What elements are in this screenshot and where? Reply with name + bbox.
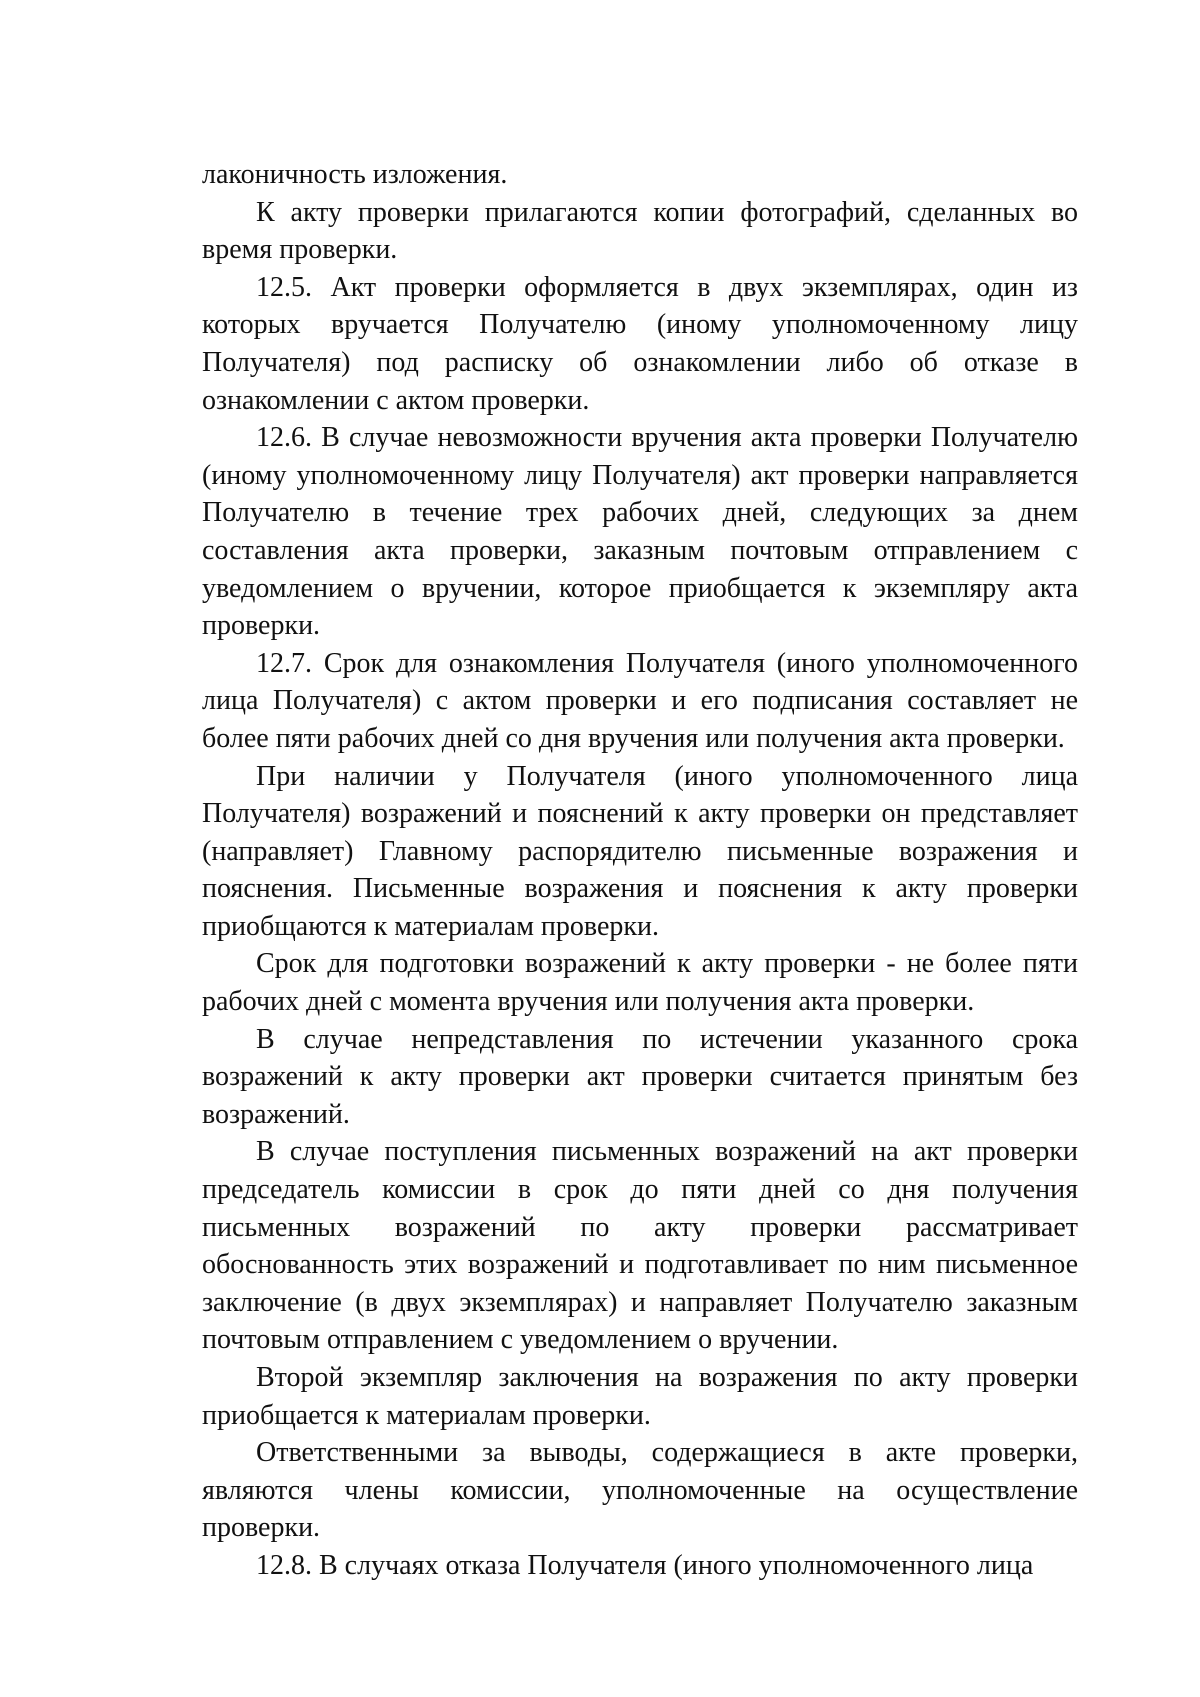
paragraph-responsibility: Ответственными за выводы, содержащиеся в акте проверки, являются члены комиссии, уполномоченные на осуществление проверки. <box>202 1437 1078 1544</box>
paragraph-no-objections: В случае непредставления по истечении указанного срока возражений к акту проверки акт проверки считается принятым без возражений. <box>202 1023 1078 1130</box>
paragraph-objections: При наличии у Получателя (иного уполномоченного лица Получателя) возражений и пояснений к акту проверки он представляет (направляет) Главному распорядителю письменные возражения и пояснения. Письменные возражения и пояснения к акту проверки приобщаются к материалам проверки. <box>202 760 1078 942</box>
document-page <box>202 156 1078 1585</box>
paragraph-12-8: 12.8. В случаях отказа Получателя (иного уполномоченного лица <box>256 1549 1034 1581</box>
paragraph-12-6: 12.6. В случае невозможности вручения акта проверки Получателю (иному уполномоченному лицу Получателя) акт проверки направляется Получателю в течение трех рабочих дней, следующих за днем составления акта проверки, заказным почтовым отправлением с уведомлением о вручении, которое приобщается к экземпляру акта проверки. <box>202 422 1078 642</box>
paragraph-second-copy: Второй экземпляр заключения на возражения по акту проверки приобщается к материалам проверки. <box>202 1362 1078 1431</box>
paragraph-12-5: 12.5. Акт проверки оформляется в двух экземплярах, один из которых вручается Получателю (иному уполномоченному лицу Получателя) под расписку об ознакомлении либо об отказе в ознакомлении с актом проверки. <box>202 271 1078 416</box>
paragraph-continuation: лаконичность изложения. <box>202 159 508 190</box>
paragraph-objection-deadline: Срок для подготовки возражений к акту проверки - не более пяти рабочих дней с момента вручения или получения акта проверки. <box>202 948 1078 1018</box>
paragraph-12-7: 12.7. Срок для ознакомления Получателя (иного уполномоченного лица Получателя) с актом проверки и его подписания составляет не более пяти рабочих дней со дня вручения или получения акта проверки. <box>202 647 1078 754</box>
paragraph-objection-review: В случае поступления письменных возражений на акт проверки председатель комиссии в срок до пяти дней со дня получения письменных возражений по акту проверки рассматривает обоснованность этих возражений и подготавливает по ним письменное заключение (в двух экземплярах) и направляет Получателю заказным почтовым отправлением с уведомлением о вручении. <box>202 1136 1078 1356</box>
paragraph-photo-attachments: К акту проверки прилагаются копии фотографий, сделанных во время проверки. <box>202 196 1078 266</box>
